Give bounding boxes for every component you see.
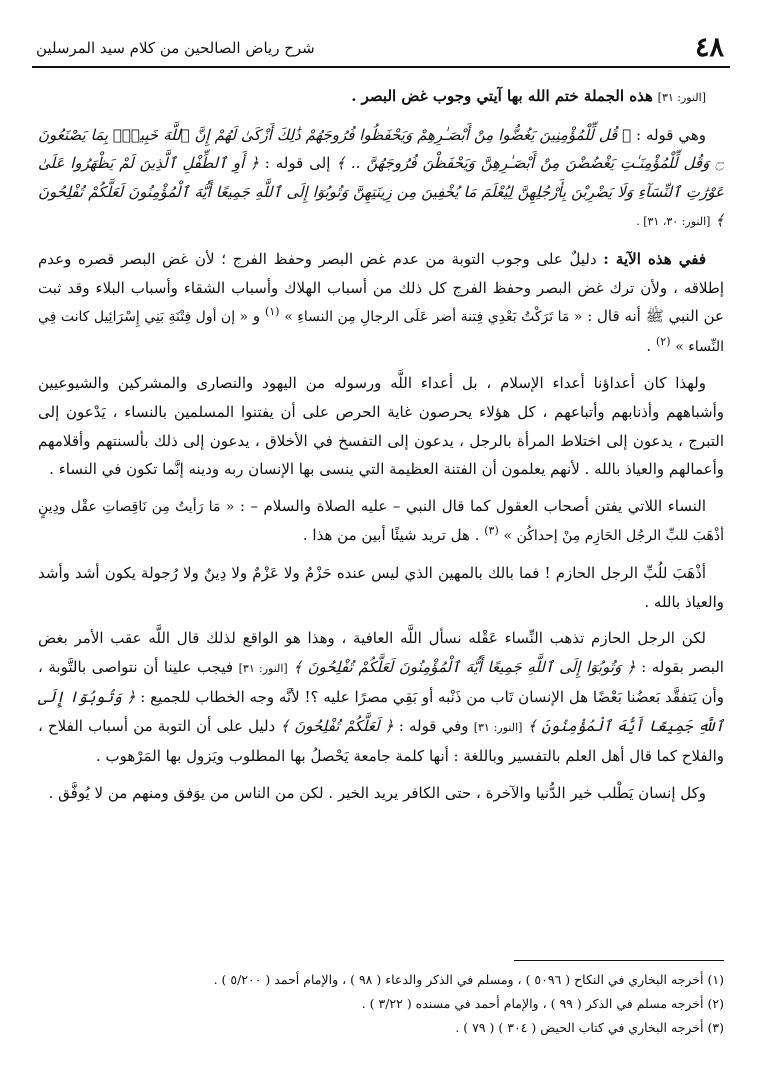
quran-verse: ﴿ أَوِ ٱلطِّفْلِ ٱلَّذِينَ لَمْ يَظْهَرُوا عَلَىٰ عَوْرَٰتِ ٱلنِّسَآءِ وَلَا يَضْرِبْنَ بِأَرْجُلِهِنَّ لِيُعْلَمَ مَا يُخْفِينَ مِن زِينَتِهِنَّ وَتُوبُوٓا إِلَى ٱللَّهِ جَمِيعًا أَيُّهَ ٱلْمُؤْمِنُونَ لَعَلَّكُمْ تُفْلِحُونَ ﴾ [38, 154, 724, 230]
paragraph-text: دليل على أن التوبة من أسباب الفلاح ، والفلاح كما قال أهل العلم بالتفسير وباللغة : أنها كلمة جامعة يَحْصلُ بها المطلوب ويَزول بها المَرْهوب . [38, 716, 724, 766]
quran-verse: ﴿ وَتُوبُوٓا إِلَى ٱللَّهِ جَمِيعًا أَيُّهَ ٱلْمُؤْمِنُونَ لَعَلَّكُمْ تُفْلِحُونَ ﴾ [293, 657, 636, 676]
quran-verse: ﴿ قُل لِّلْمُؤْمِنِينَ يَغُضُّوا مِنْ أَبْصَـٰرِهِمْ وَيَحْفَظُوا فُرُوجَهُمْ ذَٰلِكَ أَزْكَىٰ لَهُمْ إِنَّ ٱللَّهَ خَبِيرٌۢ بِمَا يَصْنَعُونَ ۝ وَقُل لِّلْمُؤْمِنَـٰتِ يَغْضُضْنَ مِنْ أَبْصَـٰرِهِنَّ وَيَحْفَظْنَ فُرُوجَهُنَّ .. ﴾ [38, 125, 724, 173]
surah-reference: [النور: ٣٠، ٣١] . [636, 215, 711, 229]
footnote-1: (١) أخرجه البخاري في النكاح ( ٥٠٩٦ ) ، ومسلم في الذكر والدعاء ( ٩٨ ) ، والإمام أحمد ( ٥/٢٠٠ ) . [213, 972, 724, 987]
paragraph-1 [38, 82, 724, 113]
paragraph-7 [38, 624, 724, 771]
page-header [32, 30, 730, 68]
paragraph-text: وكل إنسان يَطْلب خير الدُّنيا والآخرة ، حتى الكافر يريد الخير . لكن من الناس من يوَفق ومنهم من لا يُوفَّق . [48, 784, 706, 803]
footnote-marker: (٣) [484, 524, 499, 538]
page-body [38, 82, 724, 934]
header-divider [32, 66, 730, 68]
paragraph-6 [38, 559, 724, 616]
surah-reference: [النور: ٣١] [657, 91, 706, 104]
quran-verse: ﴿ وَتُوبُوٓا إِلَى ٱللَّهِ جَمِيعًا أَيُّهَ ٱلْمُؤْمِنُونَ ﴾ [38, 688, 724, 735]
hadith-quote: « إن أول فِتْنَةِ بَنِي إِسْرَائِيل كانت فِي النِّساء » [38, 309, 724, 355]
footnote-2: (٢) أخرجه مسلم في الذكر ( ٩٩ ) ، والإمام أحمد في مسنده ( ٣/٢٢ ) . [361, 996, 724, 1011]
paragraph-5 [38, 492, 724, 551]
paragraph-text: أذْهَبَ للُبِّ الرجل الحازم ! فما بالك بالمهين الذي ليس عنده حَزْمٌ ولا عَزْمٌ ولا دِينٌ ولا رُجولة يكون أشد وأشد والعياذ بالله . [38, 563, 724, 611]
footnote-marker: (١) [264, 305, 280, 319]
paragraph-text: النساء اللاتي يفتن أصحاب العقول كما قال النبي – عليه الصلاة والسلام – : [239, 496, 706, 515]
hadith-quote: « مَا تَرَكْتُ بَعْدِي فِتنة أضر عَلَى الرجالِ مِن النساءِ » [284, 309, 583, 326]
paragraph-text: ولهذا كان أعداؤنا أعداء الإسلام ، بل أعداء اللَّه ورسوله من اليهود والنصارى والمشركين والشيوعيين وأشباههم وأذنابهم وأتباعهم ، كل هؤلاء يحرصون غاية الحرص على أن يفتنوا المسلمين بالنساء ، يَدْعون إلى التبرج ، يدعون إلى اختلاط المرأة بالرجل ، يدعون إلى التفسخ في الأخلاق ، يدعون إلى ذلك بألسنتهم وأقلامهم وأعمالهم والعياذ بالله . لأنهم يعلمون أن الفتنة العظيمة التي ينسى بها الإنسان ربه ودينه إنَّما تكون في النساء . [38, 374, 724, 479]
footnotes [38, 968, 724, 1040]
paragraph-text: دليلٌ على وجوب التوبة من عدم غض البصر وحفظ الفرج ؛ لأن غض البصر قصره وعدم إطلاقه ، ولأن ترك غض البصر وحفظ الفرج كل ذلك من أسباب الهلاك وأسباب الشقاء وأسباب البلاء وقد ثبت عن النبي ﷺ أنه قال : [38, 249, 724, 326]
quran-verse: ﴿ لَعَلَّكُمْ تُفْلِحُونَ ﴾ [280, 716, 394, 735]
paragraph-text: هذه الجملة ختم الله بها آيتي وجوب غض البصر . [351, 87, 653, 105]
paragraph-2 [38, 121, 724, 237]
section-label: ففي هذه الآية : [603, 249, 706, 268]
paragraph-4 [38, 369, 724, 483]
paragraph-text: وهي قوله : [636, 125, 706, 144]
paragraph-text: فيجب علينا أن نتواصى بالتَّوبة ، وأن يَتفقَّد بَعضُنا بَعْضًا هل الإنسان تَاب من ذَنْبه أو بَقِي مصرًا عليه ؟! لأنَّه وجه الخطاب للجميع : [38, 657, 724, 707]
paragraph-8 [38, 779, 724, 808]
paragraph-text: لكن الرجل الحازم تذهب النِّساء عَقْله نسأل اللَّه العافية ، وهذا هو الواقع لذلك قال اللَّه عقب الأمر بغض البصر بقوله : [38, 629, 724, 676]
surah-reference: [النور: ٣١] [473, 720, 523, 734]
paragraph-3 [38, 245, 724, 361]
footnote-divider [514, 960, 724, 961]
footnote-marker: (٢) [655, 334, 671, 348]
paragraph-text: و [252, 307, 261, 326]
hadith-quote: « مَا رَأيتُ مِن نَاقِصاتِ عقْل ودِينٍ أذْهَبَ للبِّ الرجُل الحَازِم مِنْ إحداكُن » [38, 498, 724, 545]
running-title: شرح رياض الصالحين من كلام سيد المرسلين [36, 39, 315, 57]
paragraph-text: . هل تريد شيئًا أبين من هذا . [302, 526, 480, 545]
surah-reference: [النور: ٣١] [238, 661, 288, 675]
paragraph-text: . [646, 336, 652, 355]
footnote-3: (٣) أخرجه البخاري في كتاب الحيض ( ٣٠٤ ) ( ٧٩ ) . [455, 1020, 724, 1035]
page-number: ٤٨ [694, 32, 724, 63]
paragraph-text: إلى قوله : [264, 154, 331, 173]
paragraph-text: وفي قوله : [398, 716, 469, 735]
